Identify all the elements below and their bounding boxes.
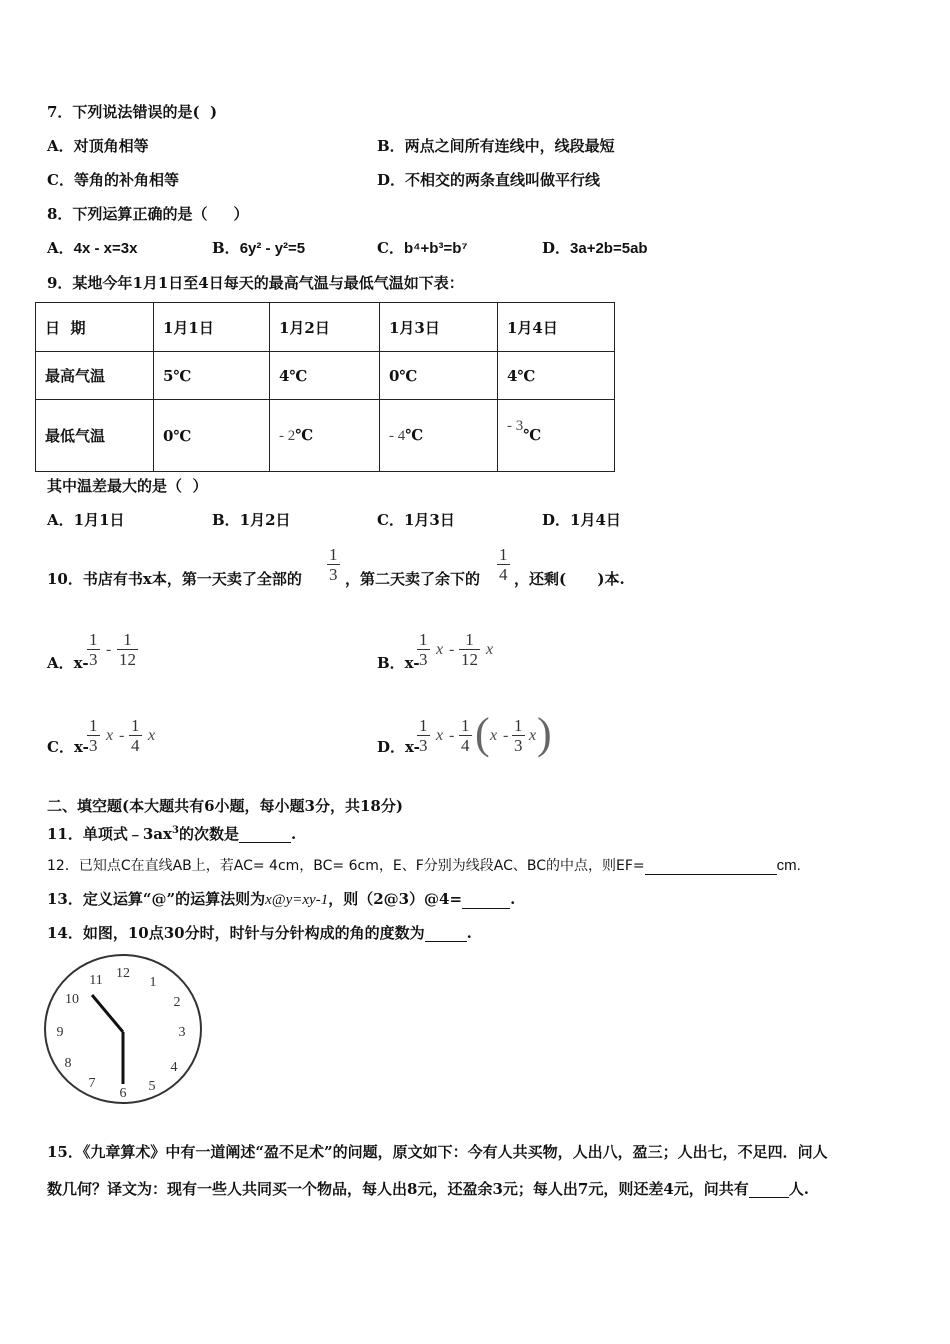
table-cell bbox=[380, 400, 498, 472]
q15-line2-text: 数几何？译文为：现有一些人共同买一个物品，每人出8元，还盈余3元；每人出7元，则还差4元，问共有 bbox=[47, 1180, 749, 1198]
variable-x: x bbox=[529, 727, 537, 744]
clock-number: 9 bbox=[56, 1025, 64, 1040]
denominator: 4 bbox=[461, 736, 470, 755]
minus-sign: - bbox=[449, 727, 455, 744]
denominator: 4 bbox=[131, 736, 140, 755]
clock-number: 10 bbox=[65, 992, 79, 1007]
q9-stem: 9．某地今年1月1日至4日每天的最高气温与最低气温如下表： bbox=[47, 274, 464, 292]
denominator: 3 bbox=[89, 650, 98, 669]
numerator: 1 bbox=[131, 716, 140, 735]
q8-stem: 8．下列运算正确的是（ ） bbox=[47, 205, 249, 223]
q7-option-a: A．对顶角相等 bbox=[47, 137, 149, 155]
denominator: 4 bbox=[499, 565, 508, 584]
clock-number: 1 bbox=[149, 975, 157, 990]
fraction bbox=[129, 716, 142, 755]
q8-b-label: B． bbox=[212, 239, 240, 257]
table-label-high: 最高气温 bbox=[36, 352, 154, 400]
denominator: 12 bbox=[461, 650, 478, 669]
q8-option-d bbox=[542, 239, 648, 258]
q8-option-a bbox=[47, 239, 137, 258]
q13-answer-blank[interactable] bbox=[462, 894, 510, 909]
denominator: 3 bbox=[514, 736, 523, 755]
q11-answer-blank[interactable] bbox=[239, 828, 291, 843]
table-header-date: 日 期 bbox=[36, 303, 154, 352]
fraction bbox=[417, 716, 430, 755]
table-header-jan3: 1月3日 bbox=[380, 303, 498, 352]
q8-b-expr: 6y² - y²=5 bbox=[239, 240, 306, 257]
table-label-low: 最低气温 bbox=[36, 400, 154, 472]
q14-end: . bbox=[466, 924, 472, 942]
denominator: 3 bbox=[419, 736, 428, 755]
variable-x: x bbox=[148, 727, 156, 744]
left-parenthesis: ( bbox=[475, 709, 490, 758]
fraction bbox=[512, 716, 525, 755]
q15-answer-blank[interactable] bbox=[749, 1183, 789, 1198]
numerator: 1 bbox=[89, 630, 98, 649]
clock-number: 8 bbox=[64, 1056, 72, 1071]
table-header-jan4: 1月4日 bbox=[498, 303, 615, 352]
clock-number: 11 bbox=[89, 973, 103, 988]
q11-post: 的次数是 bbox=[178, 825, 239, 843]
q12-answer-blank[interactable] bbox=[645, 860, 777, 875]
fraction bbox=[417, 630, 430, 669]
numerator: 1 bbox=[329, 545, 338, 564]
q10-b-label: B．x- bbox=[377, 654, 420, 672]
minus-sign: - bbox=[503, 727, 509, 744]
fraction bbox=[87, 716, 100, 755]
q8-a-label: A． bbox=[47, 239, 74, 257]
low2-value: - 2 bbox=[279, 428, 296, 444]
table-cell bbox=[270, 400, 380, 472]
q8-d-label: D． bbox=[542, 239, 571, 257]
minus-sign: - bbox=[106, 641, 112, 658]
q12 bbox=[47, 856, 801, 875]
denominator: 3 bbox=[329, 565, 338, 584]
numerator: 1 bbox=[123, 630, 132, 649]
table-cell: 5℃ bbox=[154, 352, 270, 400]
fraction bbox=[117, 630, 138, 669]
numerator: 1 bbox=[89, 716, 98, 735]
low4-unit: ℃ bbox=[523, 426, 542, 444]
q15-end: 人. bbox=[788, 1180, 809, 1198]
clock-number: 12 bbox=[116, 966, 130, 981]
q7-stem: 7．下列说法错误的是( ) bbox=[47, 103, 218, 121]
q8-a-expr: 4x - x=3x bbox=[73, 240, 138, 257]
q13-pre: 13．定义运算“@”的运算法则为 bbox=[47, 890, 266, 908]
variable-x: x bbox=[490, 727, 498, 744]
denominator: 3 bbox=[89, 736, 98, 755]
minus-sign: - bbox=[119, 727, 125, 744]
q13-end: . bbox=[510, 890, 516, 908]
clock-number: 3 bbox=[178, 1025, 186, 1040]
fraction bbox=[459, 630, 480, 669]
q12-end: cm. bbox=[776, 857, 801, 874]
q8-c-label: C． bbox=[377, 239, 404, 257]
q10-stem-part3: ，还剩( )本. bbox=[514, 570, 625, 588]
fraction bbox=[87, 630, 100, 669]
q13-rule: x@y=xy-1 bbox=[265, 892, 329, 908]
denominator: 12 bbox=[119, 650, 136, 669]
table-cell: 4℃ bbox=[270, 352, 380, 400]
denominator: 3 bbox=[419, 650, 428, 669]
q7-option-c: C．等角的补角相等 bbox=[47, 171, 179, 189]
numerator: 1 bbox=[419, 630, 428, 649]
clock-numbers bbox=[57, 966, 186, 1101]
right-parenthesis: ) bbox=[537, 709, 552, 758]
variable-x: x bbox=[106, 727, 114, 744]
q8-option-b bbox=[212, 239, 305, 258]
q10-stem-part1: 10．书店有书x本，第一天卖了全部的 bbox=[47, 570, 302, 588]
fraction-one-third bbox=[327, 545, 340, 584]
numerator: 1 bbox=[499, 545, 508, 564]
q10-c-label: C．x- bbox=[47, 738, 89, 756]
clock-number: 4 bbox=[170, 1060, 178, 1075]
table-cell: 0℃ bbox=[154, 400, 270, 472]
variable-x: x bbox=[486, 641, 494, 658]
q11-exponent: 3 bbox=[171, 825, 179, 836]
fraction-one-quarter bbox=[497, 545, 510, 584]
clock-number: 7 bbox=[88, 1076, 96, 1091]
section-2-heading: 二、填空题(本大题共有6小题，每小题3分，共18分) bbox=[47, 797, 403, 815]
q13 bbox=[47, 890, 515, 909]
q14-text: 14．如图，10点30分时，时针与分针构成的角的度数为 bbox=[47, 924, 425, 942]
q10-stem-part2: ，第二天卖了余下的 bbox=[345, 570, 481, 588]
low3-value: - 4 bbox=[389, 428, 406, 444]
q9-option-c: C．1月3日 bbox=[377, 511, 455, 529]
q7-option-b: B．两点之间所有连线中，线段最短 bbox=[377, 137, 615, 155]
table-row bbox=[36, 400, 615, 472]
q13-post: ，则（2@3）@4= bbox=[328, 890, 463, 908]
table-row bbox=[36, 352, 615, 400]
table-cell: 0℃ bbox=[380, 352, 498, 400]
q9-option-a: A．1月1日 bbox=[47, 511, 125, 529]
q14-answer-blank[interactable] bbox=[425, 927, 467, 942]
q11 bbox=[47, 822, 296, 843]
minus-sign: - bbox=[449, 641, 455, 658]
q15-line2 bbox=[47, 1180, 809, 1198]
q8-c-expr: b⁴+b³=b⁷ bbox=[403, 240, 468, 257]
temperature-table bbox=[35, 302, 615, 472]
q10-a-label: A．x- bbox=[47, 654, 89, 672]
clock-number: 5 bbox=[148, 1079, 156, 1094]
table-row bbox=[36, 303, 615, 352]
q8-option-c bbox=[377, 239, 468, 258]
numerator: 1 bbox=[461, 716, 470, 735]
variable-x: x bbox=[436, 641, 444, 658]
q10-d-label: D．x- bbox=[377, 738, 420, 756]
q15-line1: 15．《九章算术》中有一道阐述“盈不足术”的问题，原文如下：今有人共买物，人出八，盈三；人出七，不足四．问人 bbox=[47, 1143, 828, 1161]
q11-end: . bbox=[290, 825, 297, 843]
numerator: 1 bbox=[514, 716, 523, 735]
q9-option-d: D．1月4日 bbox=[542, 511, 621, 529]
low4-value: - 3 bbox=[507, 418, 524, 434]
table-cell bbox=[498, 400, 615, 472]
table-header-jan2: 1月2日 bbox=[270, 303, 380, 352]
low3-unit: ℃ bbox=[405, 426, 424, 444]
q14 bbox=[47, 924, 472, 942]
q8-d-expr: 3a+2b=5ab bbox=[570, 240, 648, 257]
q7-option-d: D．不相交的两条直线叫做平行线 bbox=[377, 171, 601, 189]
numerator: 1 bbox=[419, 716, 428, 735]
clock-number: 2 bbox=[173, 995, 181, 1010]
numerator: 1 bbox=[465, 630, 474, 649]
q12-pre: 12．已知点C在直线AB上，若AC= 4cm，BC= 6cm，E、F分别为线段AC、BC的中点，则EF= bbox=[47, 858, 645, 874]
clock-number: 6 bbox=[119, 1086, 127, 1101]
q9-option-b: B．1月2日 bbox=[212, 511, 291, 529]
variable-x: x bbox=[436, 727, 444, 744]
q11-pre: 11．单项式﹣3ax bbox=[47, 825, 172, 843]
hour-hand bbox=[92, 995, 123, 1032]
table-header-jan1: 1月1日 bbox=[154, 303, 270, 352]
low2-unit: ℃ bbox=[295, 426, 314, 444]
fraction bbox=[459, 716, 472, 755]
clock-figure bbox=[40, 950, 210, 1108]
q9-ask: 其中温差最大的是（ ） bbox=[47, 477, 208, 495]
table-cell: 4℃ bbox=[498, 352, 615, 400]
